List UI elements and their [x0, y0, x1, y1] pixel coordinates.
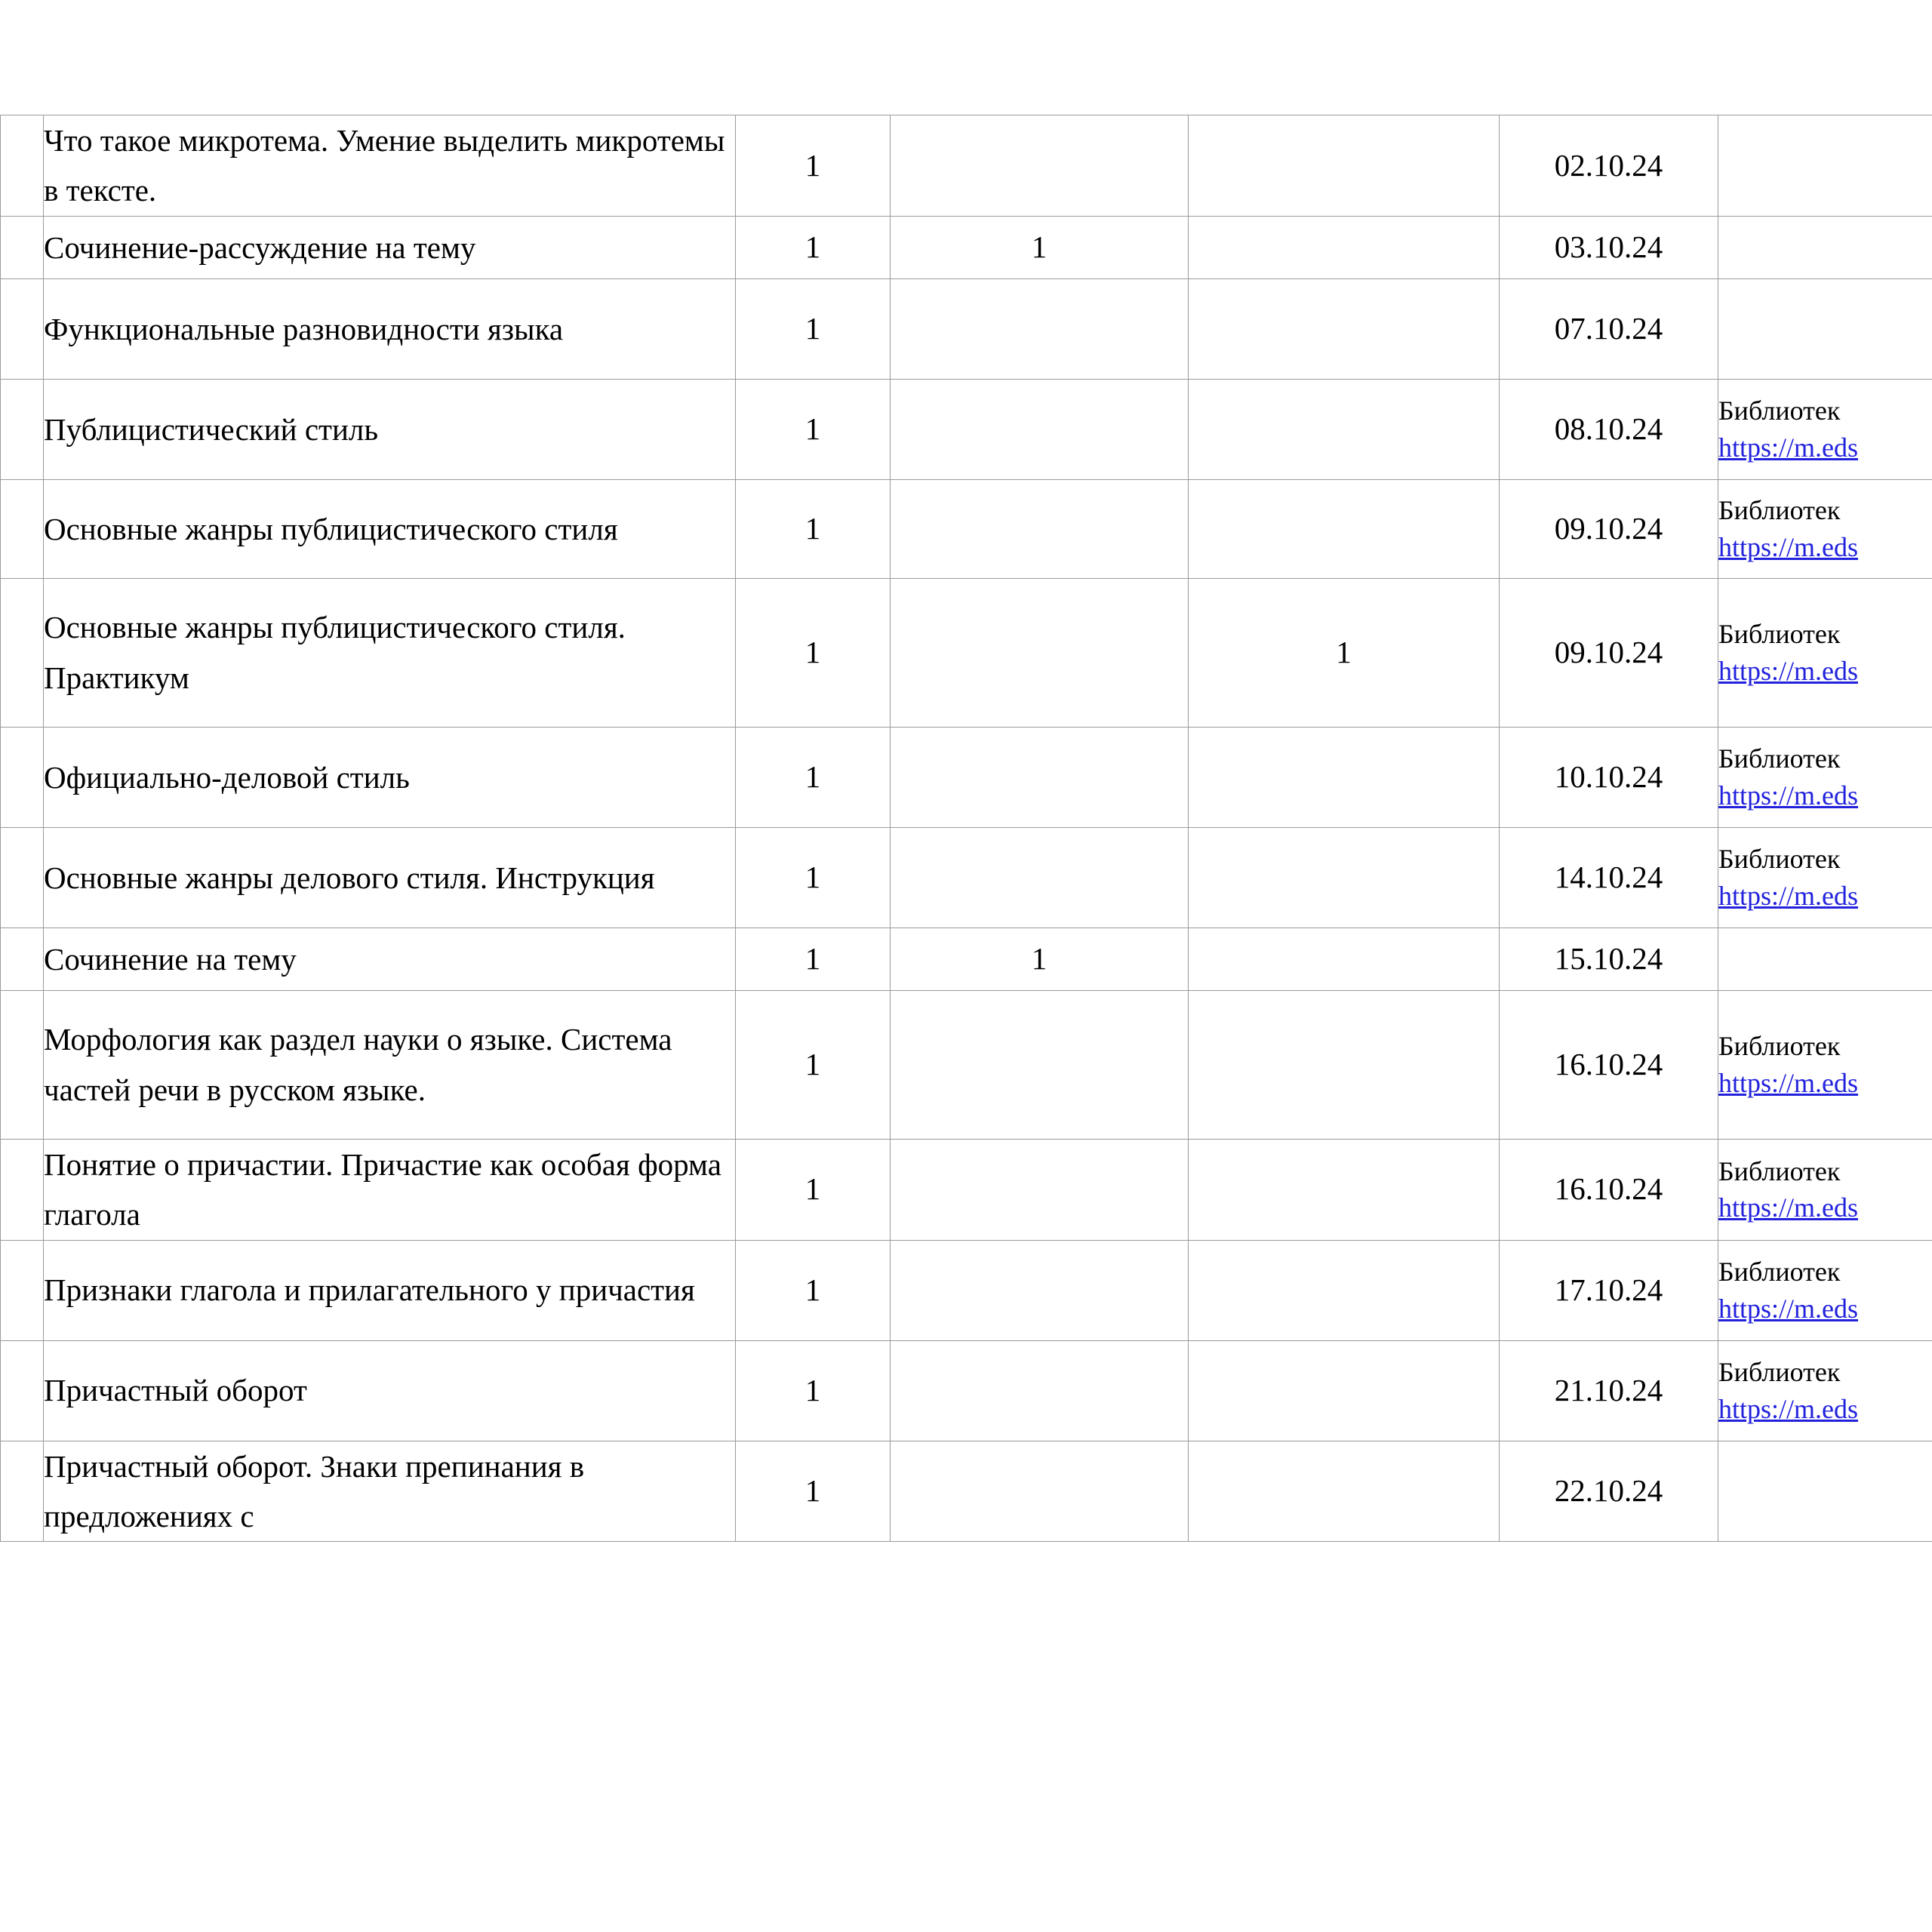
cell-number — [1, 827, 44, 928]
library-link[interactable]: https://m.eds — [1718, 780, 1859, 811]
cell-hours: 1 — [736, 1139, 891, 1240]
cell-library-resource — [1718, 827, 1932, 928]
cell-topic: Основные жанры публицистического стиля. Практикум — [44, 578, 736, 727]
library-link[interactable]: https://m.eds — [1718, 432, 1859, 463]
cell-hours: 1 — [736, 479, 891, 578]
library-link[interactable]: https://m.eds — [1718, 1067, 1859, 1098]
cell-practical-works — [1189, 827, 1500, 928]
cell-number — [1, 727, 44, 827]
cell-topic: Понятие о причастии. Причастие как особая форма глагола — [44, 1139, 736, 1240]
cell-control-works: 1 — [891, 216, 1189, 278]
library-label: Библиотек — [1718, 743, 1841, 774]
cell-hours: 1 — [736, 578, 891, 727]
cell-date: 09.10.24 — [1500, 479, 1718, 578]
cell-control-works — [891, 1240, 1189, 1340]
cell-hours: 1 — [736, 1340, 891, 1441]
cell-hours: 1 — [736, 727, 891, 827]
cell-number — [1, 379, 44, 479]
table-row — [1, 928, 1932, 990]
cell-control-works — [891, 578, 1189, 727]
table-viewport — [0, 115, 1932, 1542]
cell-hours: 1 — [736, 928, 891, 990]
table-row — [1, 1139, 1932, 1240]
cell-topic: Причастный оборот. Знаки препинания в предложениях с — [44, 1441, 736, 1542]
cell-hours: 1 — [736, 1240, 891, 1340]
cell-topic: Публицистический стиль — [44, 379, 736, 479]
cell-topic: Признаки глагола и прилагательного у причастия — [44, 1240, 736, 1340]
cell-practical-works — [1189, 1240, 1500, 1340]
cell-date: 09.10.24 — [1500, 578, 1718, 727]
cell-date: 10.10.24 — [1500, 727, 1718, 827]
cell-date: 17.10.24 — [1500, 1240, 1718, 1340]
table-row — [1, 379, 1932, 479]
cell-control-works — [891, 115, 1189, 217]
cell-hours: 1 — [736, 278, 891, 379]
cell-topic: Что такое микротема. Умение выделить микротемы в тексте. — [44, 115, 736, 217]
cell-number — [1, 1340, 44, 1441]
cell-date: 22.10.24 — [1500, 1441, 1718, 1542]
cell-number — [1, 115, 44, 217]
table-row — [1, 1441, 1932, 1542]
cell-hours: 1 — [736, 827, 891, 928]
cell-library-resource — [1718, 379, 1932, 479]
cell-hours: 1 — [736, 1441, 891, 1542]
cell-topic: Морфология как раздел науки о языке. Система частей речи в русском языке. — [44, 990, 736, 1139]
cell-date: 14.10.24 — [1500, 827, 1718, 928]
cell-topic: Причастный оборот — [44, 1340, 736, 1441]
table-row — [1, 278, 1932, 379]
cell-practical-works — [1189, 990, 1500, 1139]
cell-control-works — [891, 479, 1189, 578]
cell-control-works — [891, 278, 1189, 379]
cell-hours: 1 — [736, 990, 891, 1139]
cell-practical-works — [1189, 1441, 1500, 1542]
cell-practical-works — [1189, 1340, 1500, 1441]
cell-date: 21.10.24 — [1500, 1340, 1718, 1441]
cell-control-works: 1 — [891, 928, 1189, 990]
library-label: Библиотек — [1718, 1257, 1841, 1287]
cell-control-works — [891, 827, 1189, 928]
library-link[interactable]: https://m.eds — [1718, 655, 1859, 686]
cell-topic: Функциональные разновидности языка — [44, 278, 736, 379]
library-label: Библиотек — [1718, 619, 1841, 650]
table-row — [1, 1240, 1932, 1340]
cell-library-resource — [1718, 278, 1932, 379]
cell-practical-works — [1189, 479, 1500, 578]
cell-date: 03.10.24 — [1500, 216, 1718, 278]
cell-library-resource — [1718, 1240, 1932, 1340]
library-link[interactable]: https://m.eds — [1718, 531, 1859, 562]
cell-number — [1, 1139, 44, 1240]
cell-topic: Официально-деловой стиль — [44, 727, 736, 827]
cell-practical-works — [1189, 1139, 1500, 1240]
cell-library-resource — [1718, 727, 1932, 827]
cell-date: 02.10.24 — [1500, 115, 1718, 217]
cell-library-resource — [1718, 1340, 1932, 1441]
library-label: Библиотек — [1718, 1031, 1841, 1062]
cell-library-resource — [1718, 928, 1932, 990]
table-row — [1, 1340, 1932, 1441]
cell-library-resource — [1718, 115, 1932, 217]
lesson-schedule-table — [0, 115, 1932, 1542]
cell-number — [1, 1441, 44, 1542]
cell-topic: Сочинение на тему — [44, 928, 736, 990]
cell-number — [1, 216, 44, 278]
table-row — [1, 479, 1932, 578]
cell-practical-works — [1189, 216, 1500, 278]
cell-topic: Основные жанры делового стиля. Инструкция — [44, 827, 736, 928]
cell-library-resource — [1718, 578, 1932, 727]
cell-control-works — [891, 379, 1189, 479]
cell-practical-works — [1189, 727, 1500, 827]
table-row — [1, 578, 1932, 727]
cell-topic: Сочинение-рассуждение на тему — [44, 216, 736, 278]
cell-number — [1, 479, 44, 578]
library-label: Библиотек — [1718, 395, 1841, 426]
cell-library-resource — [1718, 479, 1932, 578]
cell-library-resource — [1718, 216, 1932, 278]
library-link[interactable]: https://m.eds — [1718, 880, 1859, 911]
library-label: Библиотек — [1718, 844, 1841, 875]
library-link[interactable]: https://m.eds — [1718, 1192, 1859, 1223]
table-row — [1, 990, 1932, 1139]
library-label: Библиотек — [1718, 1155, 1841, 1186]
table-row — [1, 115, 1932, 217]
cell-date: 16.10.24 — [1500, 1139, 1718, 1240]
cell-number — [1, 928, 44, 990]
library-link[interactable]: https://m.eds — [1718, 1393, 1859, 1424]
cell-practical-works — [1189, 379, 1500, 479]
cell-number — [1, 1240, 44, 1340]
cell-library-resource — [1718, 990, 1932, 1139]
library-link[interactable]: https://m.eds — [1718, 1293, 1859, 1324]
cell-date: 08.10.24 — [1500, 379, 1718, 479]
cell-control-works — [891, 1441, 1189, 1542]
cell-library-resource — [1718, 1139, 1932, 1240]
library-label: Библиотек — [1718, 495, 1841, 526]
cell-control-works — [891, 1340, 1189, 1441]
cell-practical-works — [1189, 115, 1500, 217]
table-body — [1, 115, 1932, 1542]
cell-hours: 1 — [736, 216, 891, 278]
cell-date: 07.10.24 — [1500, 278, 1718, 379]
cell-date: 15.10.24 — [1500, 928, 1718, 990]
cell-practical-works: 1 — [1189, 578, 1500, 727]
cell-control-works — [891, 727, 1189, 827]
cell-number — [1, 278, 44, 379]
cell-number — [1, 578, 44, 727]
library-label: Библиотек — [1718, 1357, 1841, 1388]
cell-hours: 1 — [736, 115, 891, 217]
cell-practical-works — [1189, 278, 1500, 379]
cell-number — [1, 990, 44, 1139]
cell-topic: Основные жанры публицистического стиля — [44, 479, 736, 578]
table-row — [1, 727, 1932, 827]
cell-hours: 1 — [736, 379, 891, 479]
table-row — [1, 216, 1932, 278]
table-row — [1, 827, 1932, 928]
cell-practical-works — [1189, 928, 1500, 990]
cell-date: 16.10.24 — [1500, 990, 1718, 1139]
cell-control-works — [891, 1139, 1189, 1240]
cell-library-resource — [1718, 1441, 1932, 1542]
cell-control-works — [891, 990, 1189, 1139]
